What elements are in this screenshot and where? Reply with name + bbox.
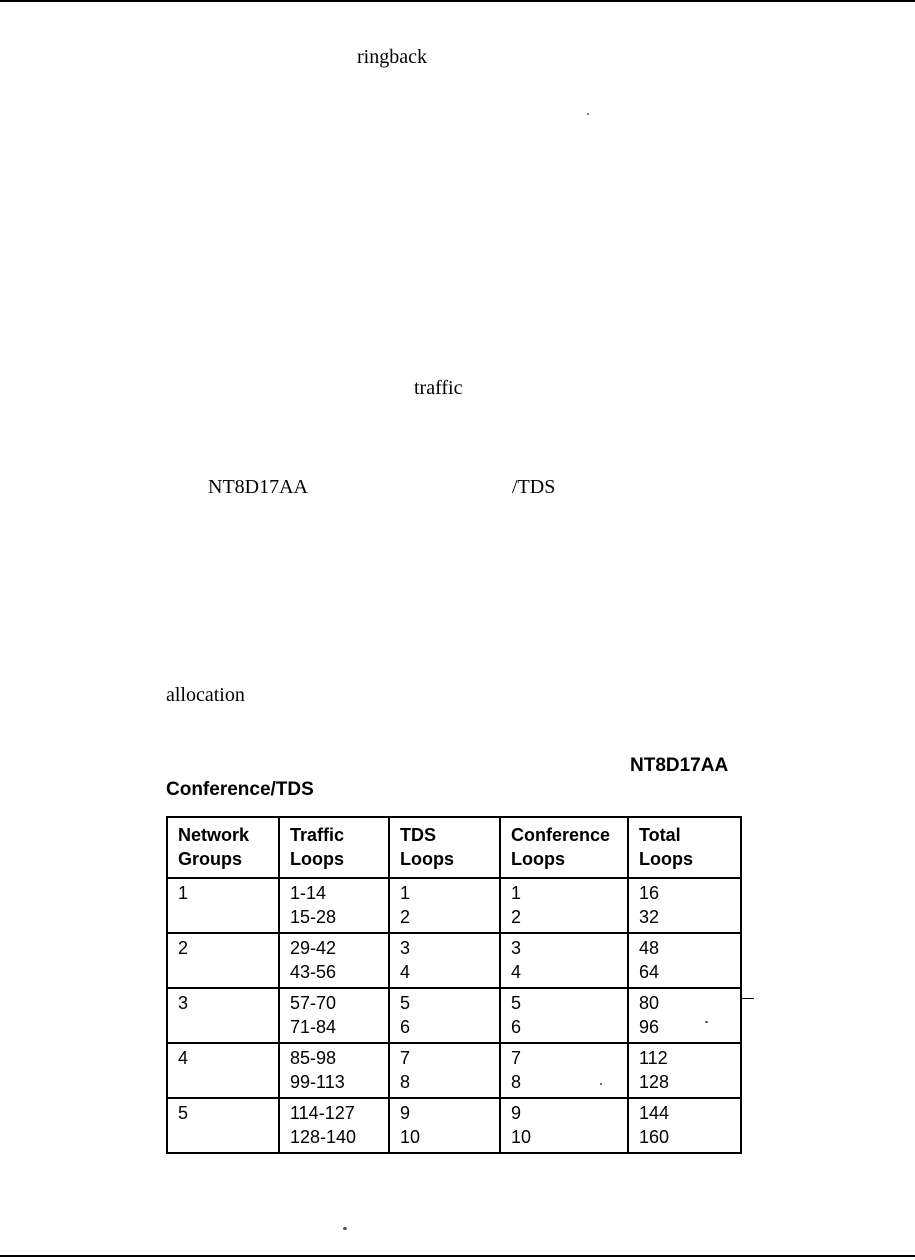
cell-conference: 5 6 (500, 988, 628, 1043)
text-fragment-ringback: ringback (357, 46, 427, 68)
cell-group: 5 (167, 1098, 279, 1153)
cell-tds: 3 4 (389, 933, 500, 988)
cell-tds: 7 8 (389, 1043, 500, 1098)
cell-traffic: 114-127 128-140 (279, 1098, 389, 1153)
table-row (167, 1098, 741, 1153)
table-title-subtitle: Conference/TDS (166, 779, 314, 800)
cell-tds: 9 10 (389, 1098, 500, 1153)
cell-tds: 5 6 (389, 988, 500, 1043)
text-fragment-nt-code: NT8D17AA (208, 476, 308, 498)
loop-allocation-table (166, 816, 742, 1154)
table-header-row (167, 817, 741, 878)
cell-conference: 7 8 (500, 1043, 628, 1098)
cell-group: 2 (167, 933, 279, 988)
cell-total: 112 128 (628, 1043, 741, 1098)
cell-traffic: 1-14 15-28 (279, 878, 389, 933)
cell-total: 80 96 (628, 988, 741, 1043)
cell-group: 4 (167, 1043, 279, 1098)
text-fragment-allocation: allocation (166, 684, 245, 706)
scan-speck (600, 1083, 602, 1085)
cell-traffic: 85-98 99-113 (279, 1043, 389, 1098)
table-row (167, 988, 741, 1043)
cell-tds: 1 2 (389, 878, 500, 933)
cell-conference: 9 10 (500, 1098, 628, 1153)
text-fragment-traffic: traffic (414, 377, 463, 399)
cell-group: 3 (167, 988, 279, 1043)
scan-speck (705, 1021, 708, 1023)
table-row (167, 878, 741, 933)
cell-traffic: 57-70 71-84 (279, 988, 389, 1043)
header-traffic-loops: Traffic Loops (279, 817, 389, 878)
table-title-code: NT8D17AA (630, 755, 729, 776)
header-tds-loops: TDS Loops (389, 817, 500, 878)
cell-group: 1 (167, 878, 279, 933)
header-conference-loops: Conference Loops (500, 817, 628, 878)
bottom-rule (0, 1255, 915, 1257)
margin-tick-mark (740, 998, 754, 999)
header-total-loops: Total Loops (628, 817, 741, 878)
cell-total: 144 160 (628, 1098, 741, 1153)
header-network-groups: Network Groups (167, 817, 279, 878)
table-row (167, 1043, 741, 1098)
cell-conference: 3 4 (500, 933, 628, 988)
cell-total: 16 32 (628, 878, 741, 933)
cell-traffic: 29-42 43-56 (279, 933, 389, 988)
table-row (167, 933, 741, 988)
scan-speck (587, 113, 589, 115)
text-fragment-tds: /TDS (512, 476, 556, 498)
top-rule (0, 0, 915, 2)
scan-speck (343, 1227, 347, 1230)
cell-conference: 1 2 (500, 878, 628, 933)
cell-total: 48 64 (628, 933, 741, 988)
